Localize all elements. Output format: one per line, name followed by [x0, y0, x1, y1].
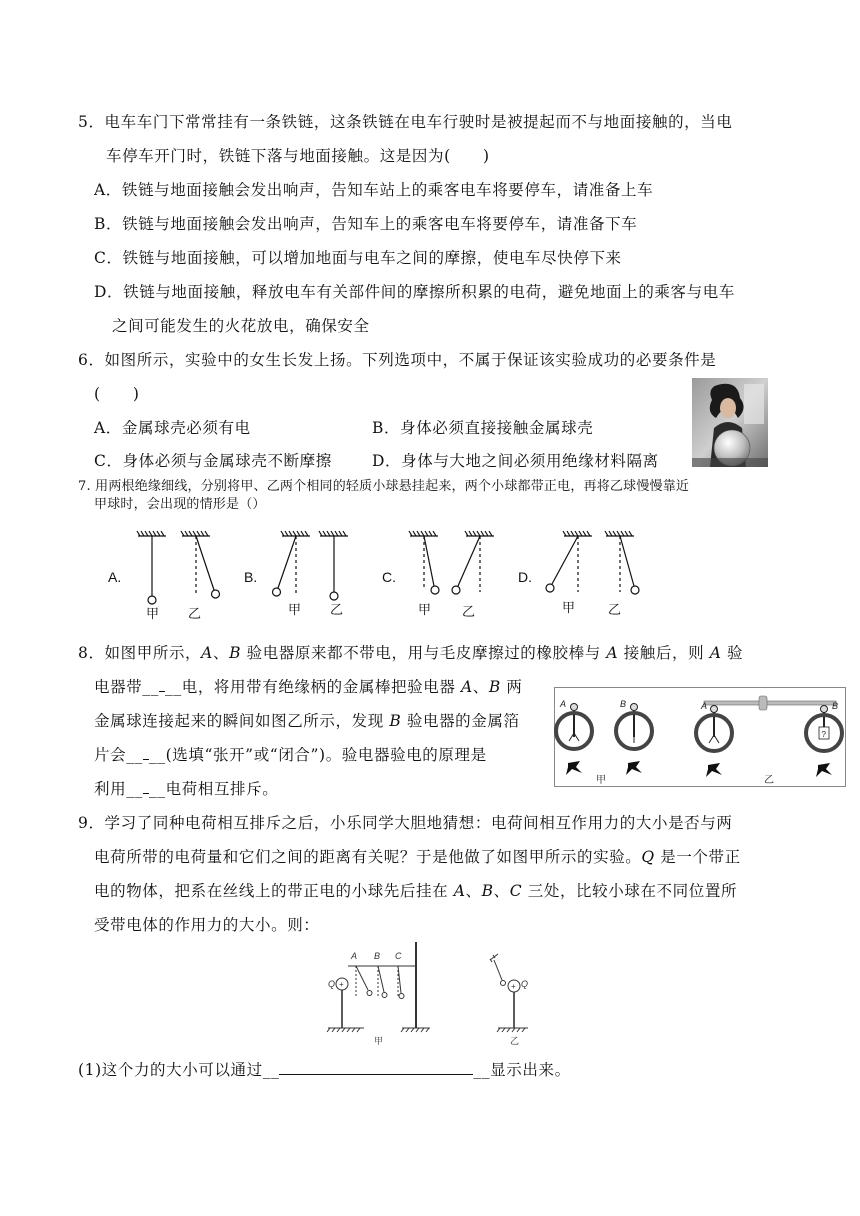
q9-line2-text-b: 是一个带正 — [654, 848, 741, 866]
q8-line4-text-b: __(选填“张开”或“闭合”)。验电器验电的原理是 — [148, 746, 487, 764]
q5-option-c: C．铁链与地面接触，可以增加地面与电车之间的摩擦，使电车尽快停下来 — [94, 249, 622, 267]
q8-stem-line1 — [78, 643, 743, 663]
q7-c-yi-label: 乙 — [462, 604, 476, 619]
q9-figure-yi — [490, 954, 528, 1032]
q7-option-c-label: C. — [382, 569, 396, 585]
q9-force-experiment-figure — [318, 938, 548, 1048]
q7-a-jia-label: 甲 — [146, 606, 160, 621]
q7-option-a-label: A. — [108, 569, 122, 585]
q8-fig-label-b-jia: B — [620, 699, 627, 709]
q5-option-d-line1: D．铁链与地面接触，释放电车有关部件间的摩擦所积累的电荷，避免地面上的乘客与电车 — [94, 283, 735, 301]
q9-fig-label-b: B — [374, 951, 381, 961]
q8-fig-yi-caption: 乙 — [764, 775, 774, 786]
q9-sub1-blank[interactable] — [279, 1060, 473, 1075]
q8-var-a2: A — [606, 644, 619, 662]
q8-stem-line4 — [94, 745, 487, 765]
q9-var-a: A — [453, 882, 466, 900]
q8-line2-text-b: __电，将用带有绝缘柄的金属棒把验电器 — [165, 678, 461, 696]
q7-option-d-label: D. — [518, 569, 532, 585]
q8-var-a3: A — [709, 644, 722, 662]
q9-fig-caption-yi: 乙 — [510, 1036, 520, 1046]
q8-var-b: B — [229, 644, 242, 662]
q5-option-a: A．铁链与地面接触会发出响声，告知车站上的乘客电车将要停车，请准备上车 — [94, 181, 654, 199]
q7-stem-line2: 甲球时，会出现的情形是（） — [94, 497, 266, 512]
q8-fig-jia-caption: 甲 — [596, 775, 606, 786]
q6-option-b: B．身体必须直接接触金属球壳 — [372, 419, 594, 437]
q8-line2-var-a: A — [460, 678, 473, 696]
q8-electroscope-figure — [554, 687, 846, 787]
q9-fig-caption-jia: 甲 — [374, 1036, 384, 1046]
q5-stem-line1: 5．电车车门下常常挂有一条铁链，这条铁链在电车行驶时是被提起而不与地面接触的，当电 — [78, 113, 733, 131]
q9-sub1-text-b: __显示出来。 — [473, 1061, 571, 1079]
q8-line3-var-b: B — [389, 712, 402, 730]
q7-b-yi-label: 乙 — [330, 602, 344, 617]
q8-line1-text-a: 8．如图甲所示， — [78, 644, 202, 662]
q8-line4-text-a: 片会__ — [94, 746, 143, 764]
q9-var-q: Q — [641, 848, 655, 866]
svg-text:+: + — [511, 982, 516, 991]
q8-stem-line3 — [94, 711, 520, 731]
q9-stem-line2 — [94, 847, 741, 867]
q7-stem-line1: 7. 用两根绝缘细线，分别将甲、乙两个相同的轻质小球悬挂起来，两个小球都带正电，再将乙球慢慢靠近 — [78, 479, 690, 494]
q8-line3-text-b: 验电器的金属箔 — [401, 712, 520, 730]
q7-b-jia-label: 甲 — [288, 602, 302, 617]
q5-option-b: B．铁链与地面接触会发出响声，告知车上的乘客电车将要停车，请准备下车 — [94, 215, 638, 233]
q8-line2-var-b: B — [488, 678, 501, 696]
q8-line3-text-a: 金属球连接起来的瞬间如图乙所示，发现 — [94, 712, 390, 730]
q9-fig-label-q-jia: Q — [328, 979, 336, 989]
q8-fig-label-a-yi: A — [701, 701, 708, 711]
q7-option-b-label: B. — [244, 569, 258, 585]
q9-sub1 — [78, 1060, 571, 1080]
q8-line1-text-c: 验电器原来都不带电，用与毛皮摩擦过的橡胶棒与 — [241, 644, 607, 662]
q7-pendulum-figures — [120, 530, 760, 622]
q9-stem-line1: 9．学习了同种电荷相互排斥之后，小乐同学大胆地猜想：电荷间相互作用力的大小是否与两 — [78, 814, 733, 832]
q8-stem-line5 — [94, 779, 278, 799]
q7-figure-b — [273, 531, 349, 600]
q6-option-d: D．身体与大地之间必须用绝缘材料隔离 — [372, 452, 659, 470]
q9-stem-line4: 受带电体的作用力的大小。则： — [94, 916, 320, 934]
q8-line1-text-b: 、 — [212, 644, 230, 662]
q8-line2-text-a: 电器带__ — [94, 678, 160, 696]
q7-a-yi-label: 乙 — [188, 606, 202, 621]
q6-option-a: A．金属球壳必须有电 — [94, 419, 251, 437]
q7-figure-a — [137, 531, 220, 604]
q9-line3-text-a: 电的物体，把系在丝线上的带正电的小球先后挂在 — [94, 882, 454, 900]
q9-var-b: B — [481, 882, 494, 900]
q8-line1-text-e: 验 — [721, 644, 744, 662]
q5-stem-line2: 车停车开门时，铁链下落与地面接触。这是因为( ) — [106, 147, 490, 165]
q6-stem-line1: 6．如图所示，实验中的女生长发上扬。下列选项中，不属于保证该实验成功的必要条件是 — [78, 351, 717, 369]
q7-figure-c — [409, 531, 494, 594]
van-de-graaff-photo — [692, 378, 768, 467]
q9-line2-text-a: 电荷所带的电荷量和它们之间的距离有关呢？于是他做了如图甲所示的实验。 — [94, 848, 642, 866]
q9-line3-text-b: 、 — [465, 882, 482, 900]
q6-stem-line2: ( ) — [94, 385, 140, 403]
q8-stem-line2 — [94, 677, 523, 697]
q7-d-yi-label: 乙 — [608, 602, 622, 617]
q9-stem-line3 — [94, 881, 737, 901]
q9-fig-label-a: A — [351, 951, 358, 961]
q8-fig-label-b-yi: B — [832, 701, 839, 711]
q9-line3-text-c: 、 — [493, 882, 510, 900]
q8-line5-text-b: __电荷相互排斥。 — [148, 780, 279, 798]
q6-option-c: C．身体必须与金属球壳不断摩擦 — [94, 452, 332, 470]
q8-line2-text-c: 、 — [472, 678, 489, 696]
q7-figure-d — [546, 531, 639, 594]
q8-line5-text-a: 利用__ — [94, 780, 143, 798]
q7-c-jia-label: 甲 — [418, 602, 432, 617]
q8-line2-text-d: 两 — [500, 678, 523, 696]
q5-option-d-line2: 之间可能发生的火花放电，确保安全 — [112, 317, 370, 335]
q7-d-jia-label: 甲 — [562, 600, 576, 615]
q9-line3-text-d: 三处，比较小球在不同位置所 — [522, 882, 738, 900]
q9-fig-label-c: C — [395, 951, 402, 961]
q9-sub1-text-a: (1)这个力的大小可以通过__ — [78, 1061, 280, 1079]
q8-var-a: A — [201, 644, 213, 662]
q8-metal-bar — [704, 701, 836, 705]
q9-var-c: C — [509, 882, 523, 900]
q8-insulated-handle — [759, 696, 767, 710]
q8-line1-text-d: 接触后，则 — [618, 644, 710, 662]
svg-text:+: + — [339, 980, 344, 989]
q8-fig-question-mark: ? — [821, 730, 826, 739]
q8-fig-label-a-jia: A — [560, 699, 567, 709]
q9-fig-label-q-yi: Q — [521, 979, 529, 989]
